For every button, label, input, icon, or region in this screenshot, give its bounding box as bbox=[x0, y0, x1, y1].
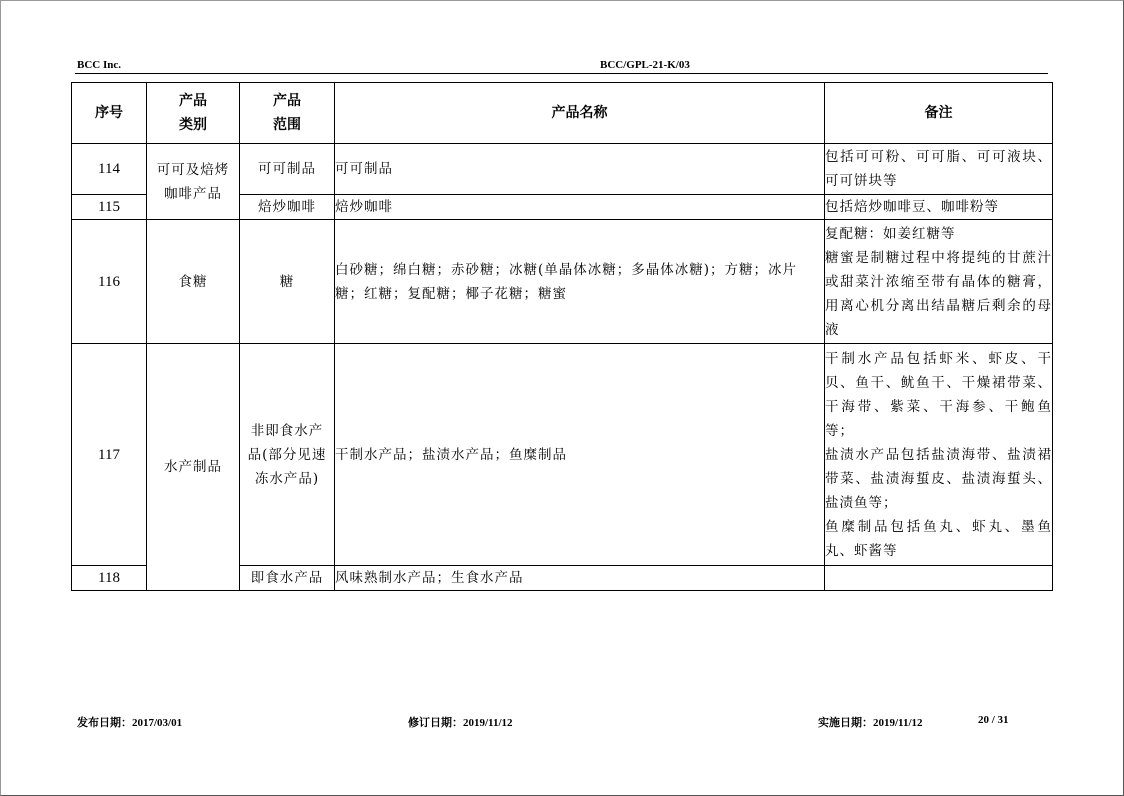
product-table bbox=[71, 82, 1053, 591]
header-category: 产品 类别 bbox=[147, 83, 240, 144]
row-category: 食糖 bbox=[147, 220, 240, 344]
row-range: 即食水产品 bbox=[240, 566, 335, 591]
issue-date: 发布日期：2017/03/01 bbox=[77, 717, 183, 729]
row-seq: 114 bbox=[72, 144, 147, 195]
row-remark: 干制水产品包括虾米、虾皮、干贝、鱼干、鱿鱼干、干燥裙带菜、干海带、紫菜、干海参、干鲍鱼等； 盐渍水产品包括盐渍海带、盐渍裙带菜、盐渍海蜇皮、盐渍海蜇头、盐渍鱼等； 鱼糜制品包括鱼丸、虾丸、墨鱼丸、虾酱等 bbox=[825, 344, 1053, 566]
row-range: 焙炒咖啡 bbox=[240, 195, 335, 220]
header-seq: 序号 bbox=[72, 83, 147, 144]
row-range: 糖 bbox=[240, 220, 335, 344]
header-name: 产品名称 bbox=[335, 83, 825, 144]
table-row bbox=[72, 220, 1053, 344]
header-rule bbox=[75, 73, 1048, 74]
row-name: 白砂糖；绵白糖；赤砂糖；冰糖(单晶体冰糖；多晶体冰糖)；方糖；冰片糖；红糖；复配糖；椰子花糖；糖蜜 bbox=[335, 220, 825, 344]
row-category: 可可及焙烤咖啡产品 bbox=[147, 144, 240, 220]
row-remark bbox=[825, 566, 1053, 591]
row-remark: 包括焙炒咖啡豆、咖啡粉等 bbox=[825, 195, 1053, 220]
row-remark: 复配糖：如姜红糖等 糖蜜是制糖过程中将提纯的甘蔗汁或甜菜汁浓缩至带有晶体的糖膏，用离心机分离出结晶糖后剩余的母液 bbox=[825, 220, 1053, 344]
row-seq: 115 bbox=[72, 195, 147, 220]
document-code: BCC/GPL-21-K/03 bbox=[600, 59, 690, 71]
header-range: 产品 范围 bbox=[240, 83, 335, 144]
company-name: BCC Inc. bbox=[77, 59, 122, 71]
row-seq: 118 bbox=[72, 566, 147, 591]
row-remark: 包括可可粉、可可脂、可可液块、可可饼块等 bbox=[825, 144, 1053, 195]
table-header-row bbox=[72, 83, 1053, 144]
header-remark: 备注 bbox=[825, 83, 1053, 144]
table-row bbox=[72, 344, 1053, 566]
row-name: 焙炒咖啡 bbox=[335, 195, 825, 220]
page-number: 20 / 31 bbox=[978, 714, 1009, 726]
row-category: 水产制品 bbox=[147, 344, 240, 591]
table-row bbox=[72, 144, 1053, 195]
row-name: 可可制品 bbox=[335, 144, 825, 195]
row-name: 干制水产品；盐渍水产品；鱼糜制品 bbox=[335, 344, 825, 566]
effective-date: 实施日期：2019/11/12 bbox=[818, 717, 923, 729]
row-name: 风味熟制水产品；生食水产品 bbox=[335, 566, 825, 591]
row-seq: 117 bbox=[72, 344, 147, 566]
row-range: 可可制品 bbox=[240, 144, 335, 195]
row-range: 非即食水产品(部分见速冻水产品) bbox=[240, 344, 335, 566]
row-seq: 116 bbox=[72, 220, 147, 344]
revise-date: 修订日期：2019/11/12 bbox=[408, 717, 513, 729]
